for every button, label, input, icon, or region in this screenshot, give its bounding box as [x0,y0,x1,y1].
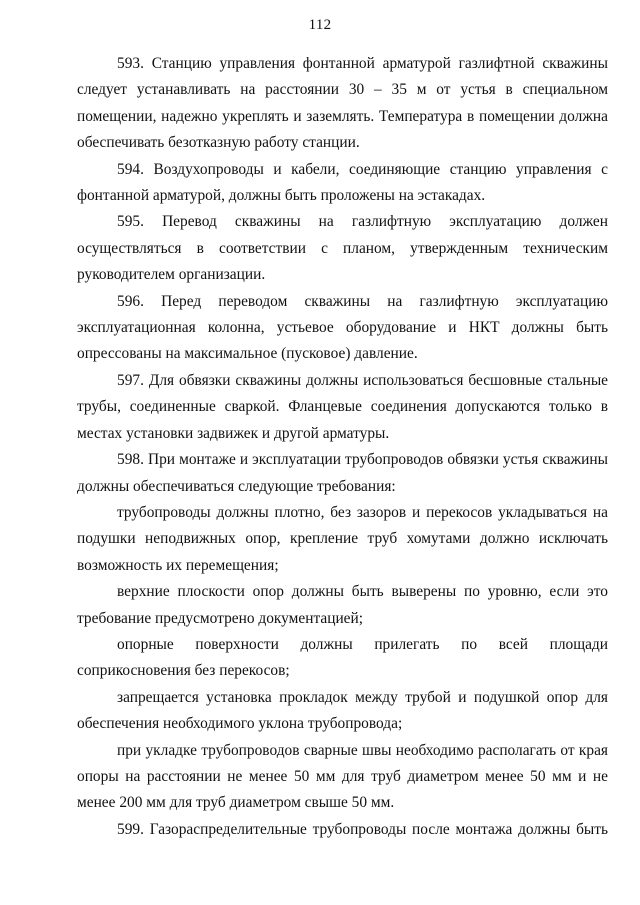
paragraph-593: 593. Станцию управления фонтанной арматурой газлифтной скважины следует устанавливать на расстоянии 30 – 35 м от устья в специальном помещении, надежно укреплять и заземлять. Температура в помещении должна обеспечивать безотказную работу станции. [77,55,608,152]
paragraph-595: 595. Перевод скважины на газлифтную эксплуатацию должен осуществляться в соответствии с планом, утвержденным техническим руководителем организации. [77,213,608,284]
paragraph-596: 596. Перед переводом скважины на газлифтную эксплуатацию эксплуатационная колонна, устьевое оборудование и НКТ должны быть опрессованы на максимальное (пусковое) давление. [77,292,608,363]
requirement-item: при укладке трубопроводов сварные швы необходимо располагать от края опоры на расстоянии не менее 50 мм для труб диаметром менее 50 мм и не менее 200 мм для труб диаметром свыше 50 мм. [77,741,608,812]
paragraph-597: 597. Для обвязки скважины должны использоваться бесшовные стальные трубы, соединенные сваркой. Фланцевые соединения допускаются только в местах установки задвижек и другой арматуры. [77,371,608,442]
paragraph-599: 599. Газораспределительные трубопроводы после монтажа должны быть [117,820,608,838]
paragraph-594: 594. Воздухопроводы и кабели, соединяющие станцию управления с фонтанной арматурой, должны быть проложены на эстакадах. [77,160,608,205]
document-body [77,51,608,843]
requirement-item: опорные поверхности должны прилегать по всей площади соприкосновения без перекосов; [77,635,608,680]
page-number: 112 [308,17,332,33]
requirement-item: запрещается установка прокладок между трубой и подушкой опор для обеспечения необходимого уклона трубопровода; [77,688,608,733]
paragraph-598: 598. При монтаже и эксплуатации трубопроводов обвязки устья скважины должны обеспечиваться следующие требования: [77,451,608,495]
requirement-item: трубопроводы должны плотно, без зазоров и перекосов укладываться на подушки неподвижных опор, крепление труб хомутами должно исключать возможность их перемещения; [77,503,608,574]
requirement-item: верхние плоскости опор должны быть выверены по уровню, если это требование предусмотрено документацией; [77,583,608,627]
